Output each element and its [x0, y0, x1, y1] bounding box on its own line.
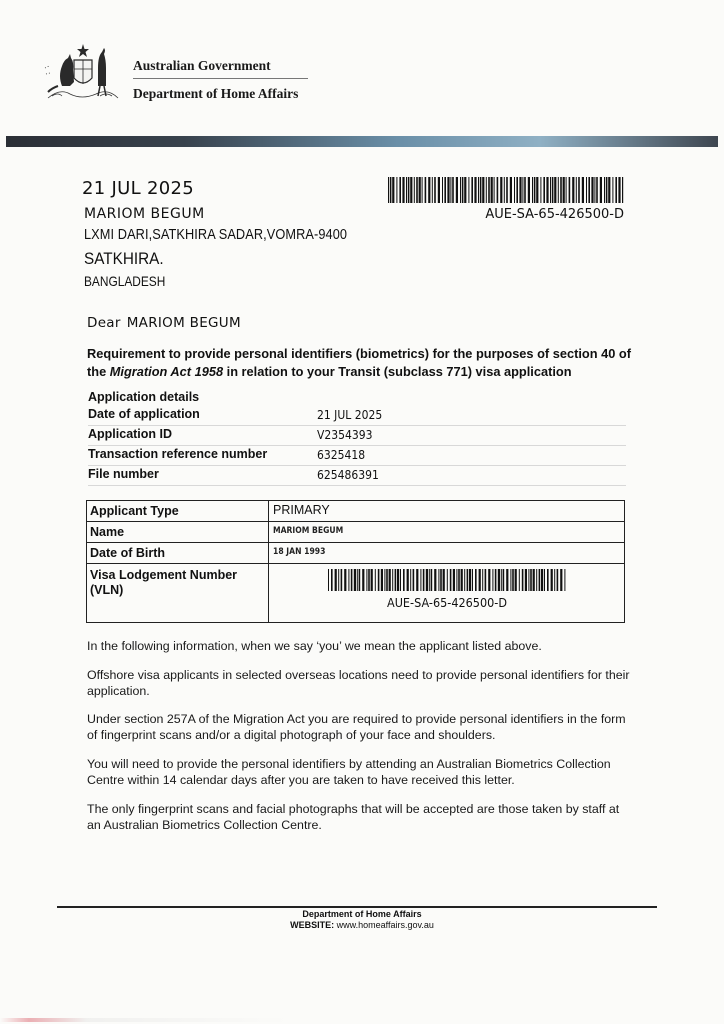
applicant-table [86, 500, 625, 623]
detail-label: Transaction reference number [88, 447, 268, 461]
salutation-name: MARIOM BEGUM [126, 315, 241, 331]
barcode-bar [474, 177, 476, 203]
barcode-bar [440, 569, 442, 591]
barcode-bar [458, 569, 460, 591]
barcode-bar [331, 569, 333, 591]
barcode-bar [533, 569, 535, 591]
header-divider [133, 78, 308, 79]
barcode-bar [414, 177, 415, 203]
barcode-bar [546, 177, 548, 203]
barcode-bar [408, 177, 410, 203]
barcode-bar [425, 177, 427, 203]
barcode-bar [368, 569, 370, 591]
barcode-bar [375, 569, 376, 591]
barcode-bar [512, 569, 514, 591]
coat-of-arms-icon [40, 38, 124, 104]
barcode-bar [563, 177, 565, 203]
barcode-bar [479, 569, 481, 591]
barcode-bar [351, 569, 353, 591]
vln-label: Visa Lodgement Number (VLN) [90, 568, 238, 597]
government-title: Australian Government [133, 58, 271, 73]
paragraph: Offshore visa applicants in selected overseas locations need to provide personal identifiers for their application. [87, 668, 630, 698]
barcode-bar [328, 569, 329, 591]
detail-value: 21 JUL 2025 [317, 408, 383, 422]
barcode-bar [608, 177, 610, 203]
barcode-bar [357, 569, 358, 591]
barcode-bar [498, 569, 500, 591]
barcode-bar [606, 177, 608, 203]
detail-value: 6325418 [317, 448, 366, 462]
barcode-bar [519, 569, 520, 591]
letter-date: 21 JUL 2025 [82, 178, 194, 199]
barcode-bar [426, 569, 428, 591]
barcode-bar [510, 177, 512, 203]
barcode-bar [419, 177, 421, 203]
table-row [87, 522, 624, 543]
barcode-bar [423, 569, 425, 591]
barcode-bar [400, 569, 401, 591]
barcode-bar [438, 177, 440, 203]
scan-edge-mark [0, 1018, 724, 1022]
barcode-bar [586, 177, 587, 203]
barcode-bar [442, 177, 443, 203]
barcode-bar [528, 177, 530, 203]
barcode-bar [578, 177, 580, 203]
barcode-bar [492, 569, 493, 591]
barcode-bar [497, 177, 499, 203]
barcode-bar [554, 569, 555, 591]
footer-website-url[interactable]: www.homeaffairs.gov.au [336, 920, 434, 930]
barcode-bar [438, 569, 439, 591]
barcode-bar [543, 177, 545, 203]
barcode-bar [434, 177, 436, 203]
barcode-bar [478, 177, 479, 203]
barcode-bar [534, 177, 536, 203]
barcode-bar [338, 569, 339, 591]
barcode-bar [348, 569, 349, 591]
barcode-bar [447, 177, 449, 203]
barcode-bar [416, 569, 418, 591]
barcode-bar [488, 177, 490, 203]
barcode-bar [528, 569, 529, 591]
barcode-bar [450, 177, 451, 203]
barcode-bar [525, 569, 527, 591]
barcode-bar [591, 177, 593, 203]
barcode-bar [544, 569, 545, 591]
barcode-bar [532, 177, 533, 203]
barcode-bar [566, 177, 567, 203]
barcode-bar [554, 177, 556, 203]
barcode-bar [612, 177, 613, 203]
barcode-bar [392, 177, 394, 203]
barcode-bar [386, 569, 388, 591]
barcode-bar [416, 177, 418, 203]
barcode-bar [432, 177, 433, 203]
barcode-bar [488, 569, 490, 591]
barcode-bar [495, 569, 497, 591]
table-row [87, 543, 624, 564]
barcode-bar [504, 177, 505, 203]
barcode-bar [371, 569, 373, 591]
barcode-bar [428, 177, 430, 203]
barcode-bar [596, 177, 598, 203]
barcode-bar [486, 177, 487, 203]
barcode-bar [541, 569, 543, 591]
barcode-bar [516, 177, 518, 203]
barcode-bar [378, 569, 380, 591]
header-band [6, 136, 718, 147]
barcode-bar [460, 177, 461, 203]
department-title: Department of Home Affairs [133, 86, 299, 101]
barcode-bar [468, 177, 469, 203]
barcode-bar [615, 177, 617, 203]
dob-label: Date of Birth [90, 546, 165, 560]
barcode-bar [600, 177, 602, 203]
barcode-bar [420, 569, 421, 591]
barcode-bar [572, 177, 574, 203]
paragraph: You will need to provide the personal identifiers by attending an Australian Biometrics Collection Centre within 14 calendar days after you are taken to have received this letter. [87, 757, 611, 787]
barcode-bar [464, 569, 465, 591]
barcode-bar [494, 177, 495, 203]
barcode-bar [469, 569, 471, 591]
barcode-bar [588, 177, 590, 203]
paragraph: Under section 257A of the Migration Act you are required to provide personal identifiers in the form of fingerprint scans and/or a digital photograph of your face and shoulders. [87, 712, 626, 742]
barcode-bar [381, 569, 383, 591]
barcode-bar [456, 569, 457, 591]
barcode-bar [536, 569, 537, 591]
barcode-bar [335, 569, 337, 591]
barcode-bar [540, 177, 541, 203]
paragraph: In the following information, when we say ‘you’ we mean the applicant listed above. [87, 639, 542, 653]
barcode-bar [547, 569, 549, 591]
barcode-bar [362, 569, 364, 591]
detail-row [88, 426, 626, 446]
barcode-bar [388, 177, 389, 203]
barcode-bar [395, 569, 397, 591]
detail-label: Application ID [88, 427, 173, 441]
barcode-bar [582, 177, 584, 203]
barcode-bar [467, 569, 469, 591]
barcode-bar [434, 569, 436, 591]
barcode-bar [461, 569, 463, 591]
barcode-bar [506, 177, 508, 203]
applicant-type-label: Applicant Type [90, 504, 179, 518]
letter-subject [87, 345, 632, 381]
barcode-bar [456, 177, 458, 203]
barcode-bar [551, 569, 553, 591]
barcode-bar [557, 569, 559, 591]
detail-value: 625486391 [317, 468, 379, 482]
barcode-bar [604, 177, 605, 203]
barcode-bar [410, 569, 411, 591]
barcode-bar [472, 569, 473, 591]
barcode-bar [431, 569, 433, 591]
barcode-bar [464, 177, 466, 203]
footer-website [0, 920, 724, 930]
dob-value: 18 JAN 1993 [273, 547, 326, 557]
barcode-bar [501, 569, 502, 591]
barcode-bar [491, 177, 493, 203]
subject-part-2: in relation to your Transit (subclass 771) visa application [223, 364, 572, 379]
barcode-bar [396, 177, 397, 203]
barcode-bar [522, 177, 523, 203]
barcode-bar [510, 569, 511, 591]
barcode-bar [462, 177, 464, 203]
barcode-bar [622, 177, 623, 203]
barcode-bar [341, 569, 343, 591]
barcode-bar [450, 569, 452, 591]
barcode-bar [503, 569, 505, 591]
barcode-bar [447, 569, 448, 591]
subject-act-name: Migration Act 1958 [109, 364, 224, 379]
barcode-bar [422, 177, 423, 203]
barcode-bar [564, 569, 565, 591]
barcode-bar [536, 177, 538, 203]
recipient-city: SATKHIRA. [84, 249, 164, 268]
applicant-type-value: PRIMARY [273, 503, 330, 517]
barcode-bar [397, 569, 399, 591]
barcode-bar [482, 569, 483, 591]
barcode-bar [524, 177, 526, 203]
detail-row [88, 446, 626, 466]
recipient-name: MARIOM BEGUM [84, 206, 205, 222]
barcode-bar [475, 569, 477, 591]
paragraph: The only fingerprint scans and facial photographs that will be accepted are those taken by staff at an Australian Biometrics Collection Centre. [87, 802, 620, 832]
barcode-bar [594, 177, 595, 203]
barcode-bar [410, 177, 412, 203]
barcode-bar [389, 569, 391, 591]
barcode-bar [429, 569, 430, 591]
detail-row [88, 466, 626, 486]
barcode-bar [550, 177, 551, 203]
barcode-bar [522, 569, 524, 591]
recipient-address: LXMI DARI,SATKHIRA SADAR,VOMRA-9400 [84, 227, 348, 243]
barcode-bar [354, 569, 356, 591]
barcode-bar [530, 569, 532, 591]
detail-value: V2354393 [317, 428, 373, 442]
barcode-bar [500, 177, 502, 203]
barcode-bar [569, 177, 571, 203]
footer-department: Department of Home Affairs [302, 909, 422, 919]
barcode-bar [413, 569, 415, 591]
footer-website-label: WEBSITE: [290, 920, 335, 930]
footer-divider [57, 906, 657, 908]
barcode-bar [485, 569, 487, 591]
recipient-country: BANGLADESH [84, 273, 166, 289]
barcode-bar [539, 569, 541, 591]
barcode-bar [514, 177, 515, 203]
barcode-bar [482, 177, 484, 203]
name-label: Name [90, 525, 125, 539]
reference-barcode [388, 177, 624, 203]
barcode-bar [515, 569, 517, 591]
subject-part-1: Requirement to provide personal identifiers (biometrics) for the purposes of section 40 of the [87, 346, 631, 379]
barcode-bar [558, 177, 559, 203]
barcode-bar [618, 177, 620, 203]
name-value: MARIOM BEGUM [273, 526, 344, 536]
barcode-bar [392, 569, 393, 591]
barcode-bar [519, 177, 521, 203]
barcode-bar [384, 569, 385, 591]
detail-label: Date of application [88, 407, 200, 421]
detail-label: File number [88, 467, 159, 481]
barcode-bar [506, 569, 508, 591]
table-row [87, 501, 624, 522]
salutation-word: Dear [87, 315, 121, 331]
barcode-bar [403, 569, 405, 591]
barcode-bar [344, 569, 346, 591]
vln-value: AUE-SA-65-426500-D [386, 595, 508, 610]
barcode-bar [552, 177, 554, 203]
barcode-bar [471, 177, 473, 203]
barcode-bar [390, 177, 392, 203]
barcode-bar [399, 177, 401, 203]
salutation [87, 315, 241, 331]
barcode-bar [443, 569, 445, 591]
barcode-bar [453, 569, 455, 591]
barcode-bar [452, 177, 454, 203]
application-details-heading: Application details [88, 390, 200, 404]
barcode-bar [480, 177, 482, 203]
barcode-bar [359, 569, 361, 591]
barcode-bar [406, 177, 407, 203]
barcode-bar [366, 569, 367, 591]
barcode-bar [560, 177, 562, 203]
barcode-bar [576, 177, 577, 203]
barcode-bar [444, 177, 446, 203]
barcode-reference-text: AUE-SA-65-426500-D [485, 207, 624, 222]
barcode-bar [402, 177, 404, 203]
detail-row [88, 406, 626, 426]
barcode-bar [560, 569, 562, 591]
barcode-bar [407, 569, 409, 591]
vln-barcode [328, 569, 566, 591]
